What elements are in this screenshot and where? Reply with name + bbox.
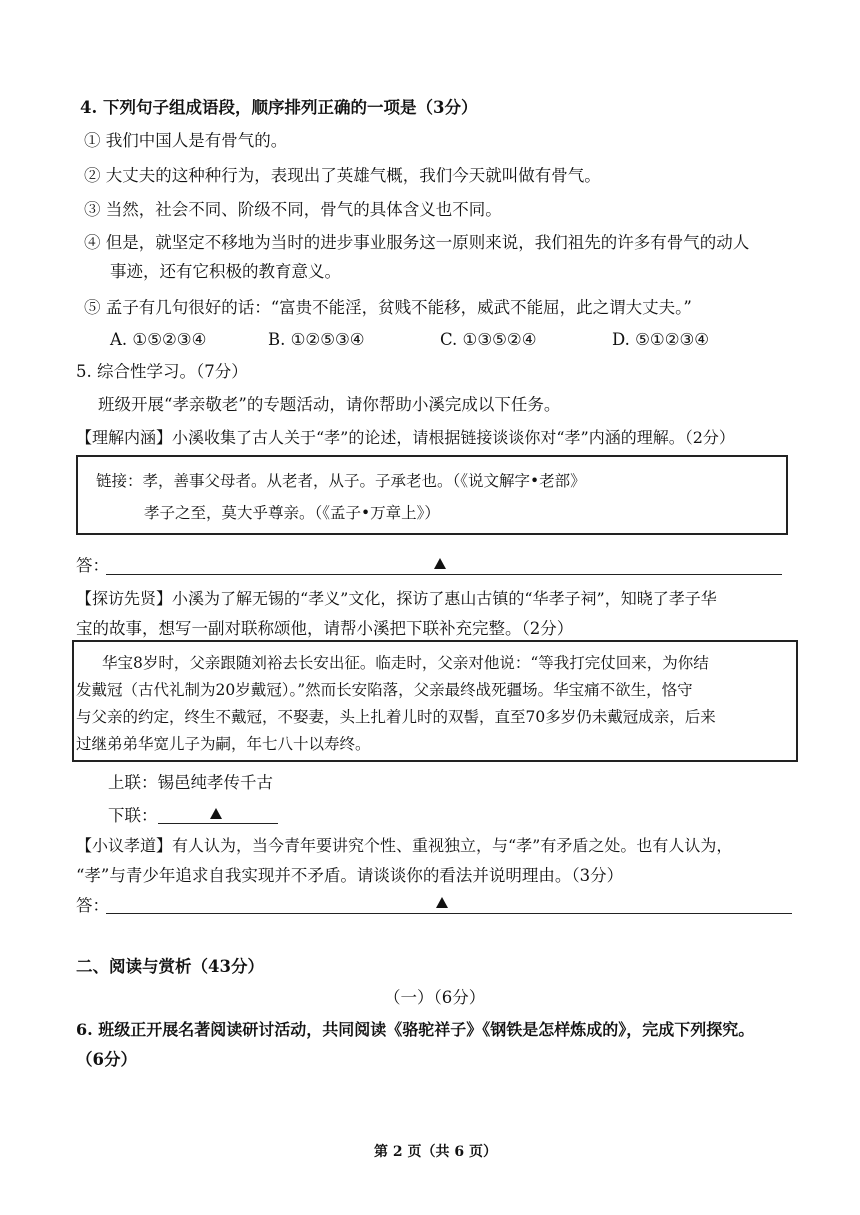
story-box (72, 640, 798, 762)
q4-item-1: ① 我们中国人是有骨气的。 (84, 131, 288, 150)
q5-task-discuss-1: 【小议孝道】有人认为，当今青年要讲究个性、重视独立，与“孝”有矛盾之处。也有人认为， (76, 836, 733, 855)
link-line-1: 链接：孝，善事父母者。从老者，从子。子承老也。（《说文解字•老部》 (96, 472, 586, 490)
q4-item-3: ③ 当然，社会不同、阶级不同，骨气的具体含义也不同。 (84, 200, 502, 219)
q4-item-4: ④ 但是，就坚定不移地为当时的进步事业服务这一原则来说，我们祖先的许多有骨气的动人 (84, 233, 750, 252)
q5-task-visit-2: 宝的故事，想写一副对联称颂他，请帮小溪把下联补充完整。（2分） (76, 619, 574, 638)
story-line-1: 华宝8岁时，父亲跟随刘裕去长安出征。临走时，父亲对他说：“等我打完仗回来，为你结 (102, 654, 709, 672)
q5-intro: 班级开展“孝亲敬老”的专题活动，请你帮助小溪完成以下任务。 (98, 395, 561, 414)
answer-label-3: 答： (76, 896, 109, 915)
q6-stem-2: （6分） (76, 1050, 137, 1069)
q4-option-c: C. ①③⑤②④ (440, 330, 537, 349)
q4-stem: 4. 下列句子组成语段，顺序排列正确的一项是（3分） (80, 98, 478, 117)
q6-stem-1: 6. 班级正开展名著阅读研讨活动，共同阅读《骆驼祥子》《钢铁是怎样炼成的》，完成下列探究。 (76, 1020, 755, 1039)
section-sub-heading: （一）（6分） (384, 988, 486, 1007)
triangle-icon (434, 558, 446, 569)
link-box (76, 455, 788, 535)
q4-option-a: A. ①⑤②③④ (110, 330, 207, 349)
lower-couplet-line[interactable] (158, 823, 278, 824)
q5-task-understand: 【理解内涵】小溪收集了古人关于“孝”的论述，请根据链接谈谈你对“孝”内涵的理解。（2分） (76, 428, 735, 447)
q4-item-5: ⑤ 孟子有几句很好的话：“富贵不能淫，贫贱不能移，威武不能屈，此之谓大丈夫。” (84, 298, 692, 317)
story-line-4: 过继弟弟华宽儿子为嗣，年七八十以寿终。 (76, 735, 371, 753)
q5-task-visit-1: 【探访先贤】小溪为了解无锡的“孝义”文化，探访了惠山古镇的“华孝子祠”，知晓了孝子华 (76, 589, 717, 608)
page-footer: 第 2 页（共 6 页） (374, 1144, 497, 1160)
story-line-2: 发戴冠（古代礼制为20岁戴冠）。”然而长安陷落，父亲最终战死疆场。华宝痛不欲生，恪守 (76, 681, 693, 699)
answer-label-1: 答： (76, 556, 109, 575)
q5-task-discuss-2: “孝”与青少年追求自我实现并不矛盾。请谈谈你的看法并说明理由。（3分） (76, 866, 624, 885)
upper-couplet: 上联：锡邑纯孝传千古 (108, 773, 273, 792)
q4-item-2: ② 大丈夫的这种种行为，表现出了英雄气概，我们今天就叫做有骨气。 (84, 166, 601, 185)
q4-item-4-cont: 事迹，还有它积极的教育意义。 (110, 262, 341, 281)
triangle-icon (210, 808, 222, 819)
q4-option-b: B. ①②⑤③④ (268, 330, 365, 349)
answer-line-3[interactable] (106, 913, 792, 914)
link-line-2: 孝子之至，莫大乎尊亲。（《孟子•万章上》） (144, 504, 440, 522)
story-line-3: 与父亲的约定，终生不戴冠，不娶妻，头上扎着儿时的双髻，直至70多岁仍未戴冠成亲，后来 (76, 708, 716, 726)
answer-line-1[interactable] (106, 574, 782, 575)
section-heading: 二、阅读与赏析（43分） (76, 957, 264, 976)
q5-stem: 5. 综合性学习。（7分） (76, 362, 248, 381)
triangle-icon (436, 897, 448, 908)
lower-couplet-label: 下联： (108, 806, 158, 825)
q4-option-d: D. ⑤①②③④ (612, 330, 710, 349)
